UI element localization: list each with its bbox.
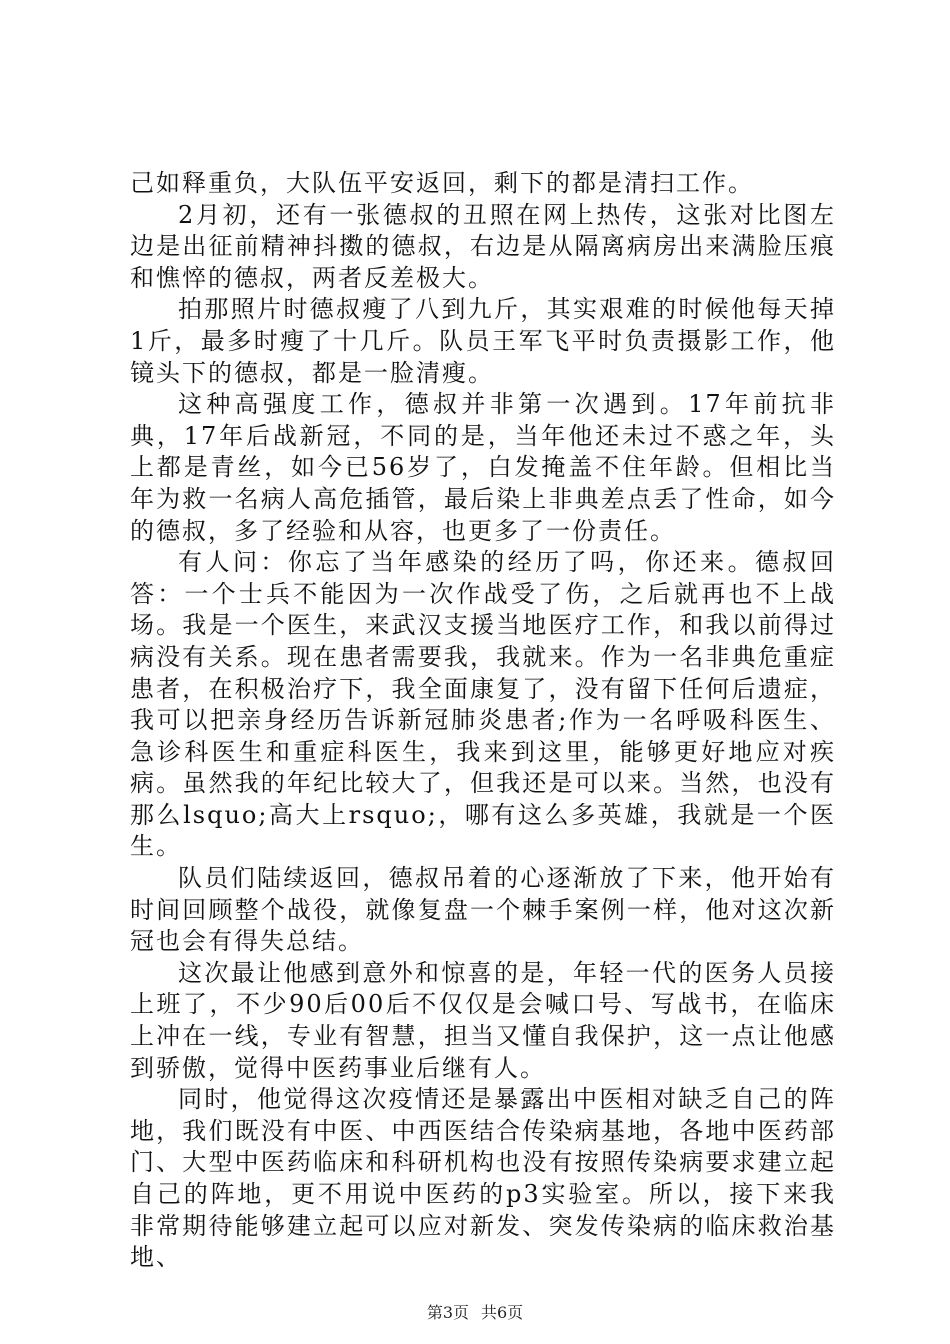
paragraph: 这次最让他感到意外和惊喜的是，年轻一代的医务人员接上班了，不少90后00后不仅仅是会喊口号、写战书，在临床上冲在一线，专业有智慧，担当又懂自我保护，这一点让他感到骄傲，觉得中医药事业后继有人。 <box>130 958 836 1082</box>
page-total: 共6页 <box>481 1303 524 1322</box>
paragraph: 2月初，还有一张德叔的丑照在网上热传，这张对比图左边是出征前精神抖擞的德叔，右边是从隔离病房出来满脸压痕和憔悴的德叔，两者反差极大。 <box>130 200 836 292</box>
paragraph: 拍那照片时德叔瘦了八到九斤，其实艰难的时候他每天掉1斤，最多时瘦了十几斤。队员王军飞平时负责摄影工作，他镜头下的德叔，都是一脸清瘦。 <box>130 295 836 387</box>
page-number: 第3页 <box>426 1303 469 1322</box>
paragraph: 队员们陆续返回，德叔吊着的心逐渐放了下来，他开始有时间回顾整个战役，就像复盘一个棘手案例一样，他对这次新冠也会有得失总结。 <box>130 864 836 956</box>
page-footer <box>0 1300 950 1323</box>
document-body <box>130 168 836 1274</box>
paragraph: 这种高强度工作，德叔并非第一次遇到。17年前抗非典，17年后战新冠，不同的是，当年他还未过不惑之年，头上都是青丝，如今已56岁了，白发掩盖不住年龄。但相比当年为救一名病人高危插管，最后染上非典差点丢了性命，如今的德叔，多了经验和从容，也更多了一份责任。 <box>130 390 836 545</box>
paragraph: 有人问：你忘了当年感染的经历了吗，你还来。德叔回答：一个士兵不能因为一次作战受了伤，之后就再也不上战场。我是一个医生，来武汉支援当地医疗工作，和我以前得过病没有关系。现在患者需要我，我就来。作为一名非典危重症患者，在积极治疗下，我全面康复了，没有留下任何后遗症，我可以把亲身经历告诉新冠肺炎患者;作为一名呼吸科医生、急诊科医生和重症科医生，我来到这里，能够更好地应对疾病。虽然我的年纪比较大了，但我还是可以来。当然，也没有那么lsquo;高大上rsquo;，哪有这么多英雄，我就是一个医生。 <box>130 548 836 861</box>
paragraph-continuation: 己如释重负，大队伍平安返回，剩下的都是清扫工作。 <box>130 169 754 197</box>
paragraph: 同时，他觉得这次疫情还是暴露出中医相对缺乏自己的阵地，我们既没有中医、中西医结合传染病基地，各地中医药部门、大型中医药临床和科研机构也没有按照传染病要求建立起自己的阵地，更不用说中医药的p3实验室。所以，接下来我非常期待能够建立起可以应对新发、突发传染病的临床救治基地、 <box>130 1085 836 1272</box>
